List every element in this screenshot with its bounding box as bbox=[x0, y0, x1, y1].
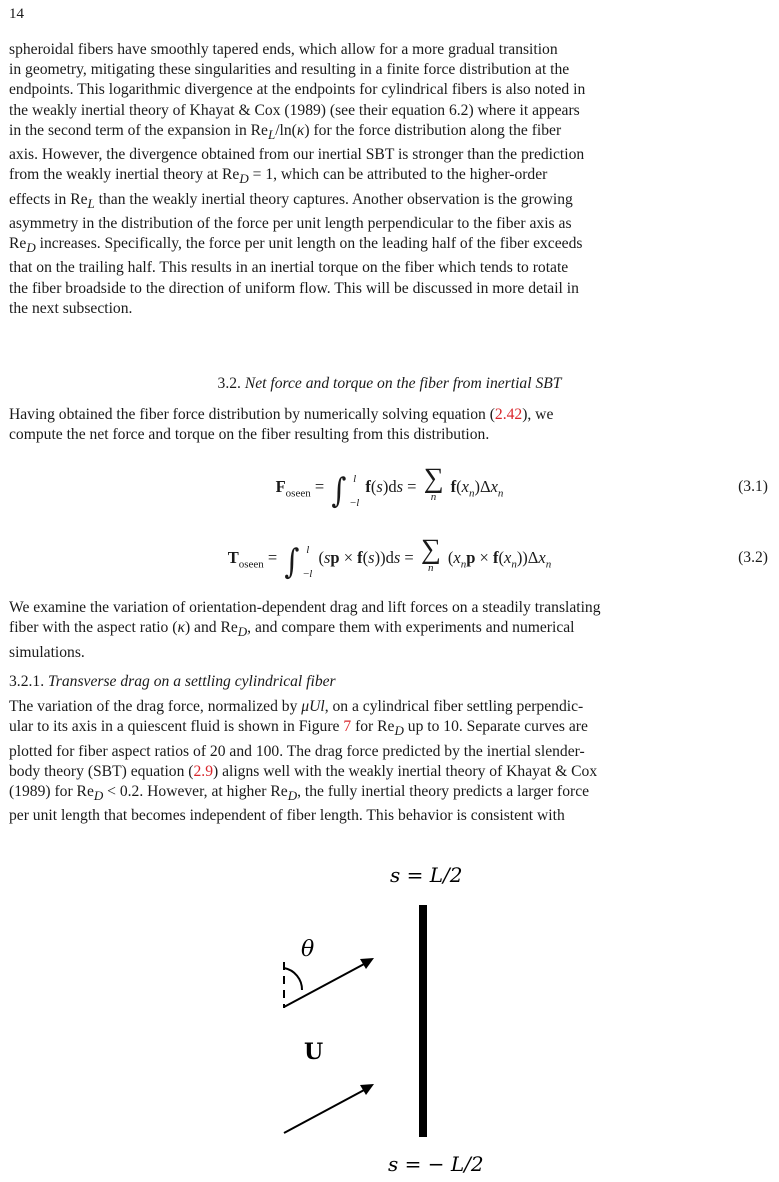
text-line: Having obtained the fiber force distribution by numerically solving equation (2.42), we bbox=[9, 406, 554, 423]
text-line: We examine the variation of orientation-dependent drag and lift forces on a steadily translating bbox=[9, 599, 601, 616]
equation-link[interactable]: 2.9 bbox=[193, 762, 213, 780]
bottom-endpoint-label: s = − L/2 bbox=[388, 1152, 484, 1176]
page-number: 14 bbox=[9, 6, 24, 22]
text-line: in the second term of the expansion in $Re_L/\ln(\kappa)$ for the force distribution along the fiber bbox=[9, 121, 562, 142]
equation-3-2 bbox=[9, 530, 770, 590]
equation-number: (3.1) bbox=[738, 478, 768, 495]
upper-arrowhead-icon bbox=[360, 958, 374, 969]
lower-arrowhead-icon bbox=[360, 1084, 374, 1095]
equation-link[interactable]: 2.42 bbox=[494, 406, 523, 423]
equation-3-1 bbox=[9, 459, 770, 519]
text-line: the fiber broadside to the direction of uniform flow. This will be discussed in more detail in bbox=[9, 279, 579, 297]
velocity-label: U bbox=[304, 1039, 324, 1065]
text-line: the next subsection. bbox=[9, 299, 133, 317]
equation-number: (3.2) bbox=[738, 549, 768, 566]
angle-arc bbox=[284, 968, 302, 990]
section-number: 3.2. bbox=[217, 375, 241, 392]
paragraph-intro bbox=[9, 40, 770, 319]
fiber-rod bbox=[419, 905, 427, 1137]
text-line: axis. However, the divergence obtained from our inertial SBT is stronger than the prediction bbox=[9, 146, 585, 164]
paragraph-examine bbox=[9, 598, 770, 663]
section-title: Transverse drag on a settling cylindrical fiber bbox=[48, 673, 336, 690]
equation-body: $T_{oseen}$ = ∫ l −l (sp × f(s))ds = ∑ n $(x_np \times f(x_n))\Delta x_n$ bbox=[227, 534, 552, 582]
section-number: 3.2.1. bbox=[9, 673, 45, 690]
text-line: in geometry, mitigating these singularities and resulting in a finite force distribution at the bbox=[9, 61, 570, 79]
section-heading-3-2 bbox=[9, 374, 770, 394]
paragraph-net-force bbox=[9, 405, 770, 445]
text-line: plotted for fiber aspect ratios of 20 and 100. The drag force predicted by the inertial slender- bbox=[9, 742, 585, 760]
text-line: simulations. bbox=[9, 643, 85, 661]
text-line: that on the trailing half. This results in an inertial torque on the fiber which tends to rotate bbox=[9, 259, 569, 277]
text-line: effects in $Re_L$ than the weakly inertial theory captures. Another observation is the growing bbox=[9, 190, 573, 211]
text-line: fiber with the aspect ratio (κ) and $Re_D$, and compare them with experiments and numerical bbox=[9, 619, 575, 640]
top-endpoint-label: s = L/2 bbox=[390, 863, 463, 887]
text-line: body theory (SBT) equation (2.9) aligns well with the weakly inertial theory of Khayat & Cox bbox=[9, 762, 598, 780]
text-line: per unit length that becomes independent of fiber length. This behavior is consistent with bbox=[9, 807, 565, 825]
text-line: from the weakly inertial theory at $Re_D = 1$, which can be attributed to the higher-order bbox=[9, 166, 548, 187]
figure-link[interactable]: 7 bbox=[343, 718, 352, 736]
equation-body: $F_{oseen}$ = ∫ l −l f(s)ds = ∑ n $f(x_n)\Delta x_n$ bbox=[275, 463, 504, 511]
text-line: ular to its axis in a quiescent fluid is shown in Figure 7 for $Re_D$ up to 10. Separate curves are bbox=[9, 718, 588, 739]
text-line: $Re_D$ increases. Specifically, the force per unit length on the leading half of the fiber exceeds bbox=[9, 235, 583, 256]
upper-velocity-arrow-shaft bbox=[284, 963, 366, 1007]
lower-velocity-arrow-shaft bbox=[284, 1089, 366, 1133]
text-line: The variation of the drag force, normalized by μUl, on a cylindrical fiber settling perpendic- bbox=[9, 698, 584, 715]
text-line: (1989) for $Re_D < 0.2$. However, at higher $Re_D$, the fully inertial theory predicts a larger force bbox=[9, 782, 590, 804]
theta-label: θ bbox=[301, 937, 315, 962]
text-line: asymmetry in the distribution of the force per unit length perpendicular to the fiber axis as bbox=[9, 214, 572, 232]
section-heading-3-2-1 bbox=[9, 672, 336, 692]
section-title: Net force and torque on the fiber from inertial SBT bbox=[244, 375, 562, 392]
text-line: compute the net force and torque on the fiber resulting from this distribution. bbox=[9, 426, 490, 444]
text-line: the weakly inertial theory of Khayat & Cox (1989) (see their equation 6.2) where it appears bbox=[9, 101, 580, 119]
fiber-diagram bbox=[0, 850, 779, 1182]
paragraph-transverse-drag bbox=[9, 697, 770, 826]
text-line: spheroidal fibers have smoothly tapered ends, which allow for a more gradual transition bbox=[9, 41, 558, 58]
text-line: endpoints. This logarithmic divergence at the endpoints for cylindrical fibers is also noted in bbox=[9, 81, 586, 99]
